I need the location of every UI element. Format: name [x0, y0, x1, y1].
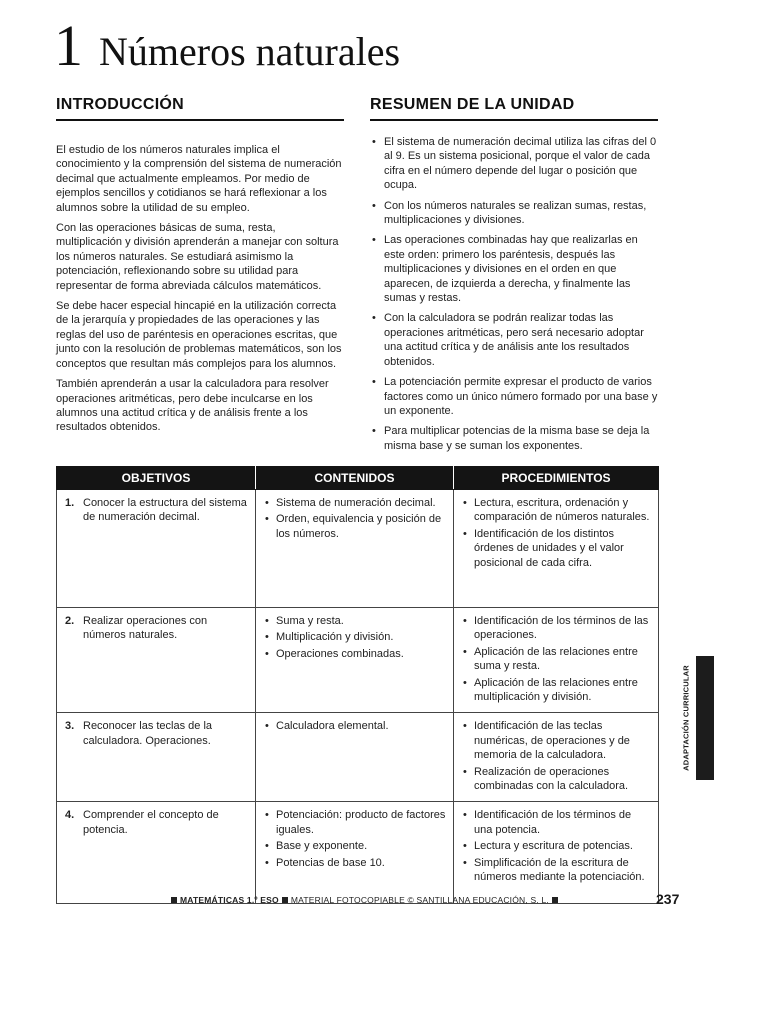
contents-cell	[256, 713, 454, 802]
content-item: • Operaciones combinadas.	[264, 647, 447, 661]
objective-text: Realizar operaciones con números naturales.	[83, 615, 208, 642]
procedure-item: • Simplificación de la escritura de números mediante la potenciación.	[462, 856, 652, 885]
summary-item: • Con los números naturales se realizan sumas, restas, multiplicaciones y divisiones.	[370, 199, 658, 228]
objectives-table	[56, 466, 659, 904]
objective-cell	[57, 490, 256, 608]
procedure-item: • Identificación de los términos de las operaciones.	[462, 614, 652, 643]
procedure-item: • Aplicación de las relaciones entre multiplicación y división.	[462, 676, 652, 705]
content-item: • Potencias de base 10.	[264, 856, 447, 870]
table-row	[57, 802, 659, 904]
unit-summary-title: RESUMEN DE LA UNIDAD	[370, 96, 658, 121]
objective-text: Conocer la estructura del sistema de numeración decimal.	[83, 497, 247, 524]
procedure-item: • Identificación de los términos de una potencia.	[462, 808, 652, 837]
header-contenidos: CONTENIDOS	[256, 467, 454, 490]
intro-paragraph: También aprenderán a usar la calculadora para resolver operaciones aritméticas, pero debe inculcarse en los alumnos una actitud crítica y de análisis frente a los resultados obtenidos.	[56, 378, 329, 434]
contents-cell	[256, 608, 454, 713]
introduction-section	[56, 96, 344, 441]
side-label-text: ADAPTACIÓN CURRICULAR	[681, 665, 691, 771]
side-section-label	[680, 656, 692, 780]
procedure-item: • Realización de operaciones combinadas con la calculadora.	[462, 765, 652, 794]
procedure-item: • Aplicación de las relaciones entre suma y resta.	[462, 645, 652, 674]
intro-paragraph: Se debe hacer especial hincapié en la utilización correcta de la jerarquía y propiedades de las operaciones y las reglas del uso de paréntesis en operaciones escritas, que junto con la resolución de problemas matemáticos, son los conceptos que resultan más complejos para los alumnos.	[56, 300, 342, 370]
summary-item: • Con la calculadora se podrán realizar todas las operaciones aritméticas, pero será necesario adoptar una actitud crítica y de análisis ante los resultados obtenidos.	[370, 311, 658, 369]
chapter-title: Números naturales	[99, 29, 401, 74]
summary-list	[370, 135, 658, 453]
objective-cell	[57, 802, 256, 904]
objective-cell	[57, 713, 256, 802]
objective-number: 3.	[65, 720, 75, 733]
square-bullet-icon	[282, 897, 288, 903]
square-bullet-icon	[552, 897, 558, 903]
table-row	[57, 490, 659, 608]
content-item: • Base y exponente.	[264, 839, 447, 853]
summary-item: • El sistema de numeración decimal utiliza las cifras del 0 al 9. Es un sistema posicional, porque el valor de cada cifra en el número depende del lugar o posición que ocupa.	[370, 135, 658, 193]
objective-cell	[57, 608, 256, 713]
procedures-cell	[454, 802, 659, 904]
content-item: • Suma y resta.	[264, 614, 447, 628]
page-number: 237	[656, 891, 680, 907]
chapter-number: 1	[54, 13, 83, 78]
procedure-item: • Lectura y escritura de potencias.	[462, 839, 652, 853]
footer-subject: MATEMÁTICAS 1.º ESO	[180, 895, 279, 905]
page-footer	[168, 895, 561, 905]
objective-text: Comprender el concepto de potencia.	[83, 809, 219, 836]
table-row	[57, 713, 659, 802]
content-item: • Potenciación: producto de factores iguales.	[264, 808, 447, 837]
square-bullet-icon	[171, 897, 177, 903]
procedures-cell	[454, 608, 659, 713]
contents-cell	[256, 802, 454, 904]
content-item: • Sistema de numeración decimal.	[264, 496, 447, 510]
procedure-item: • Lectura, escritura, ordenación y comparación de números naturales.	[462, 496, 652, 525]
procedure-item: • Identificación de los distintos órdenes de unidades y el valor posicional de cada cifra.	[462, 527, 652, 570]
side-tab-bar	[696, 656, 714, 780]
unit-summary-section	[370, 96, 658, 459]
header-procedimientos: PROCEDIMIENTOS	[454, 467, 659, 490]
footer-rights: MATERIAL FOTOCOPIABLE © SANTILLANA EDUCACIÓN, S. L.	[290, 895, 549, 905]
intro-paragraph: Con las operaciones básicas de suma, resta, multiplicación y división aprenderán a manejar con soltura los números naturales. Se estudiará asimismo la potenciación, reflexionando sobre su utilidad para representar de forma abreviada cálculos matemáticos.	[56, 222, 339, 292]
procedures-cell	[454, 490, 659, 608]
procedure-item: • Identificación de las teclas numéricas, de operaciones y de memoria de la calculadora.	[462, 719, 652, 762]
objective-text: Reconocer las teclas de la calculadora. Operaciones.	[83, 720, 213, 747]
content-item: • Orden, equivalencia y posición de los números.	[264, 512, 447, 541]
chapter-heading	[54, 12, 400, 79]
summary-item: • La potenciación permite expresar el producto de varios factores como un único número formado por una base y un exponente.	[370, 375, 658, 418]
table-row	[57, 608, 659, 713]
summary-item: • Para multiplicar potencias de la misma base se deja la misma base y se suman los exponentes.	[370, 424, 658, 453]
objective-number: 4.	[65, 809, 75, 822]
procedures-cell	[454, 713, 659, 802]
content-item: • Multiplicación y división.	[264, 630, 447, 644]
contents-cell	[256, 490, 454, 608]
header-objetivos: OBJETIVOS	[57, 467, 256, 490]
objective-number: 1.	[65, 497, 75, 509]
objective-number: 2.	[65, 615, 75, 627]
table-header-row	[57, 467, 659, 490]
introduction-title: INTRODUCCIÓN	[56, 96, 344, 121]
content-item: • Calculadora elemental.	[264, 719, 447, 733]
summary-item: • Las operaciones combinadas hay que realizarlas en este orden: primero los paréntesis, después las multiplicaciones y divisiones en el orden en que aparecen, de izquierda a derecha, y finalmente las sumas y restas.	[370, 233, 658, 305]
intro-paragraph: El estudio de los números naturales implica el conocimiento y la comprensión del sistema de numeración decimal que actualmente empleamos. Por medio de ejemplos sencillos y cotidianos se hará reflexionar a los alumnos sobre la utilidad de su empleo.	[56, 144, 342, 214]
